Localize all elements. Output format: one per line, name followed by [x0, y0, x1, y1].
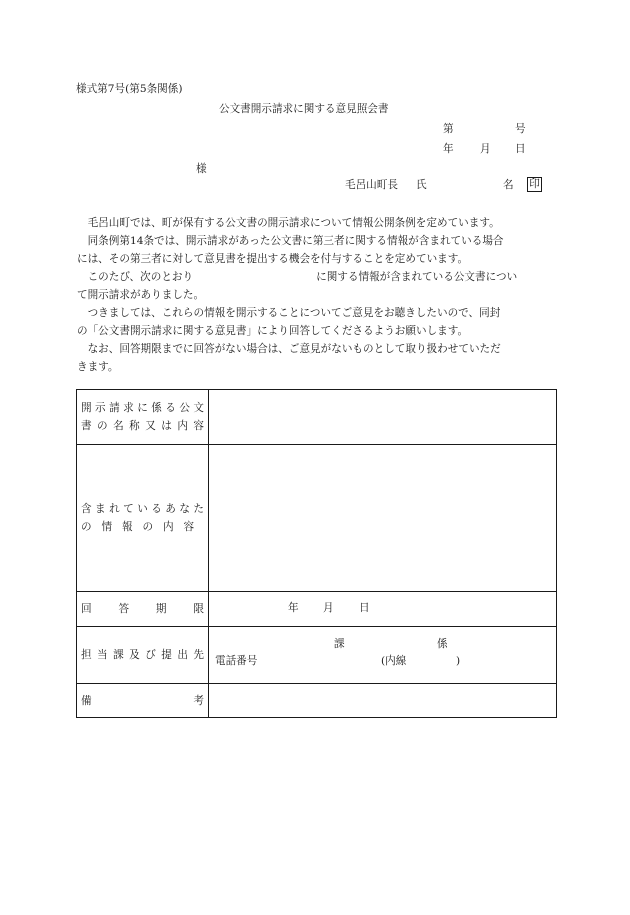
sender-name-label-1: 氏: [416, 179, 427, 191]
body-text: [77, 214, 557, 376]
document-title: 公文書開示請求に関する意見照会書: [219, 103, 389, 115]
seal-box: [524, 177, 542, 192]
document-name-field[interactable]: [209, 390, 557, 445]
paragraph-3-line-2: て開示請求がありました。: [77, 289, 205, 301]
number-prefix: 第: [443, 123, 454, 135]
sender-name-label-2: 名: [503, 179, 514, 191]
paragraph-2-line-2: には、その第三者に対して意見書を提出する機会を付与することを定めています。: [77, 253, 469, 265]
your-information-field[interactable]: [209, 445, 557, 592]
inquiry-table: [76, 389, 557, 718]
paragraph-3-line-1: このたび、次のとおり に関する情報が含まれている公文書につい: [87, 271, 518, 283]
remarks-field[interactable]: [209, 684, 557, 718]
date-day-label: 日: [515, 143, 526, 155]
paragraph-5-line-1: なお、回答期限までに回答がない場合は、ご意見がないものとして取り扱わせていただ: [87, 343, 501, 355]
row-document-name: [77, 390, 557, 445]
row-department: [77, 627, 557, 684]
row-your-information: [77, 445, 557, 592]
sender-title: 毛呂山町長: [345, 179, 398, 191]
seal-mark: 印: [527, 177, 542, 192]
label-remarks: 備 考: [77, 684, 209, 718]
paragraph-4-line-2: の「公文書開示請求に関する意見書」により回答してくださるようお願いします。: [77, 325, 469, 337]
paragraph-5-line-2: きます。: [77, 361, 119, 373]
paragraph-2-line-1: 同条例第14条では、開示請求があった公文書に第三者に関する情報が含まれている場合: [87, 235, 504, 247]
deadline-field[interactable]: 年 月 日: [209, 592, 557, 627]
label-department: 担当課及び提出先: [77, 627, 209, 684]
form-number: 様式第7号(第5条関係): [76, 83, 183, 95]
paragraph-1: 毛呂山町では、町が保有する公文書の開示請求について情報公開条例を定めています。: [87, 217, 500, 229]
paragraph-4-line-1: つきましては、これらの情報を開示することについてご意見をお聴きしたいので、同封: [87, 307, 501, 319]
label-deadline: 回答期限: [77, 592, 209, 627]
row-remarks: [77, 684, 557, 718]
date-month-label: 月: [480, 143, 491, 155]
label-your-information: 含まれているあなた の情報の内容: [77, 445, 209, 592]
number-suffix: 号: [515, 123, 526, 135]
date-year-label: 年: [443, 143, 454, 155]
label-document-name: 開示請求に係る公文 書の名称又は内容: [77, 390, 209, 445]
row-deadline: [77, 592, 557, 627]
addressee-suffix: 様: [196, 163, 207, 175]
department-field[interactable]: 課 係 電話番号 (内線 ): [209, 627, 557, 684]
